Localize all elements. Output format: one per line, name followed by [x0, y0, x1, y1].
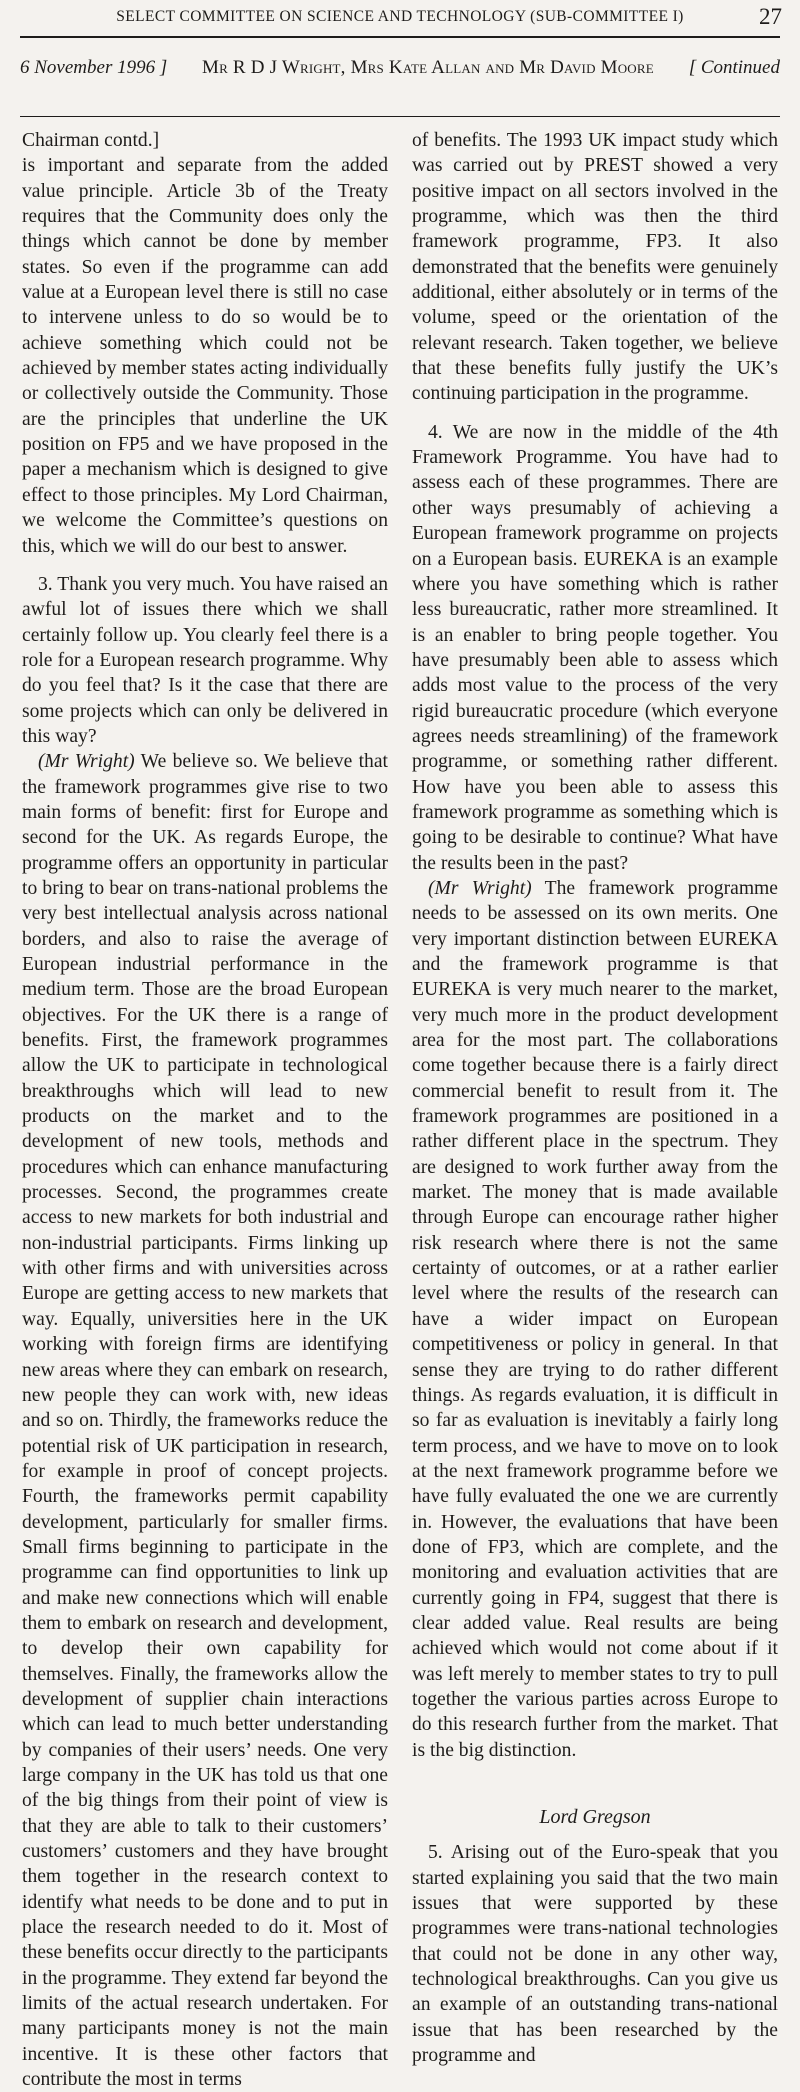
question-paragraph: 4. We are now in the middle of the 4th Framework Programme. You have had to assess each of these programmes. There are other ways presumably of achieving a European framework programme on projects on a European basis. EUREKA is an example where you have something which is rather less bureaucratic, rather more streamlined. It is an enabler to bring people together. You have presumably been able to assess which adds most value to the process of the very rigid bureaucratic procedure (which everyone agrees needs streamlining) of the framework programme, or something rather different. How have you been able to assess this framework programme as something which is going to be desirable to continue? What have the results been in the past?	[412, 421, 778, 874]
answer-paragraph	[22, 749, 388, 2092]
question-paragraph: 5. Arising out of the Euro-speak that you started explaining you said that the two main issues that were supported by these programmes were trans-national technologies that could not be done in any other way, technological breakthroughs. Can you give us an example of an outstanding trans-national issue that has been researched by the programme and	[412, 1842, 778, 2067]
answer-text: We believe so. We believe that the framework programmes give rise to two main forms of benefit: first for Europe and second for the UK. As regards Europe, the programme offers an opportunity in particular to bring to bear on trans-national problems the very best intellectual analysis across national borders, and also to raise the average of European industrial performance in the medium term. Those are the broad European objectives. For the UK there is a range of benefits. First, the framework programmes allow the UK to participate in technological breakthroughs which will lead to new products on the market and to the development of new tools, methods and procedures which can enhance manufacturing processes. Second, the programmes create access to new markets for both industrial and non-industrial participants. Firms linking up with other firms and with universities across Europe are getting access to new markets that way. Equally, universities here in the UK working with foreign firms are identifying new areas where they can embark on research, new people they can work with, new ideas and so on. Thirdly, the frameworks reduce the potential risk of UK participation in research, for example in proof of concept projects. Fourth, the frameworks permit capability development, particularly for smaller firms. Small firms beginning to participate in the programme can find opportunities to link up and make new connections which will enable them to embark on research and development, to develop their own capability for themselves. Finally, the frameworks allow the development of supplier chain interactions which can lead to much better understanding by companies of their users’ needs. One very large company in the UK has told us that one of the big things from their point of view is that they are able to talk to their customers’ customers’ customers and they have brought them together in the research context to identify what needs to be done and to put in place the research needed to do it. Most of these benefits occur directly to the participants in the programme. They extend far beyond the limits of the actual research undertaken. For many participants money is not the main incentive. It is these other factors that contribute the most in terms	[22, 751, 388, 2091]
left-column	[22, 128, 388, 2092]
question-paragraph: 3. Thank you very much. You have raised an awful lot of issues there which we shall certainly follow up. You clearly feel there is a role for a European research programme. Why do you feel that? Is it the case that there are some projects which can only be delivered in this way?	[22, 573, 388, 747]
paragraph: of benefits. The 1993 UK impact study which was carried out by PREST showed a very positive impact on all sectors involved in the programme, which was then the third framework programme, FP3. It also demonstrated that the benefits were genuinely additional, either absolutely or in terms of the volume, speed or the orientation of the relevant research. Taken together, we believe that these benefits fully justify the UK’s continuing participation in the programme.	[412, 130, 778, 405]
witness-names: Mr R D J Wright, Mrs Kate Allan and Mr David Moore	[202, 57, 654, 78]
answer-text: The framework programme needs to be assessed on its own merits. One very important distinction between EUREKA and the framework programme is that EUREKA is very much nearer to the market, very much more in the product development area for the most part. The collaborations come together because there is a fairly direct commercial benefit to result from it. The framework programmes are positioned in a rather different place in the spectrum. They are designed to work further away from the market. The money that is made available through Europe can encourage rather higher risk research where there is not the same certainty of outcomes, or at a rather earlier level where the results of the research can have a wider impact on European competitiveness or policy in general. In that sense they are trying to do rather different things. As regards evaluation, it is difficult in so far as evaluation is inevitably a fairly long term process, and we have to move on to look at the next framework programme before we have fully evaluated the one we are currently in. However, the evaluations that have been done of FP3, which are complete, and the monitoring and evaluation activities that are currently going in FP4, suggest that there is clear added value. Real results are being achieved which would not come about if it was left merely to member states to try to pull together the various parties across Europe to do this research further from the market. That is the big distinction.	[412, 877, 778, 1761]
speaker-heading-chairman: Chairman contd.]	[22, 130, 160, 151]
speaker-label: (Mr Wright)	[38, 751, 135, 773]
answer-paragraph	[412, 876, 778, 1763]
continued-label: [ Continued	[688, 57, 780, 78]
speaker-label: (Mr Wright)	[428, 877, 532, 899]
top-rule	[20, 36, 780, 38]
running-head: SELECT COMMITTEE ON SCIENCE AND TECHNOLOGY (SUB-COMMITTEE I)	[116, 8, 684, 25]
right-column	[412, 128, 778, 2068]
header-rule	[20, 116, 780, 117]
paragraph: is important and separate from the added value principle. Article 3b of the Treaty requires that the Community does only the things which cannot be done by member states. So even if the programme can add value at a European level there is still no case to intervene unless to do so would be to achieve something which could not be achieved by member states acting individually or collectively outside the Community. Those are the principles that underline the UK position on FP5 and we have proposed in the paper a mechanism which is designed to give effect to those principles. My Lord Chairman, we welcome the Committee’s questions on this, which we will do our best to answer.	[22, 155, 388, 557]
witness-header	[20, 57, 780, 79]
page-number: 27	[759, 4, 782, 29]
hearing-date: 6 November 1996 ]	[20, 57, 168, 78]
speaker-heading-lord-gregson: Lord Gregson	[539, 1806, 651, 1828]
